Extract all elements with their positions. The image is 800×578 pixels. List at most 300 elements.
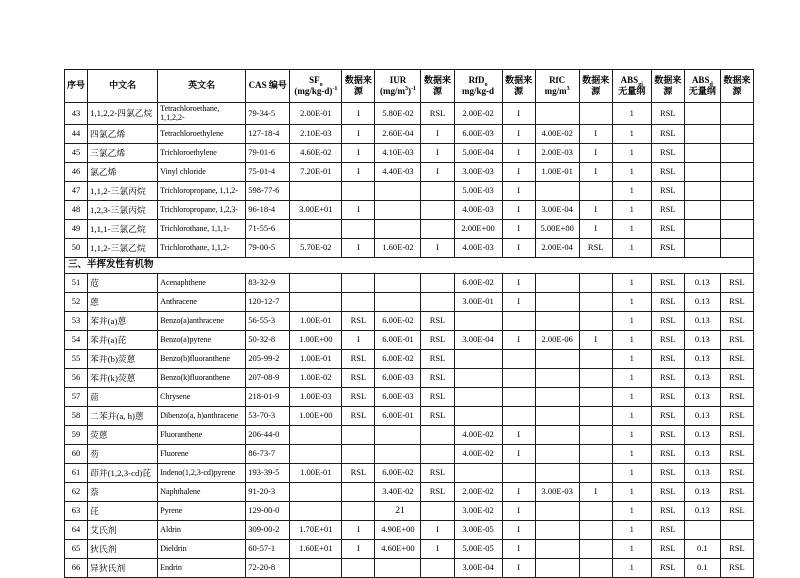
table-cell-rfc-source: I <box>579 219 612 238</box>
table-cell-seq: 54 <box>65 330 88 349</box>
table-cell-rfc-source: RSL <box>579 238 612 257</box>
table-cell-en-name: Endrin <box>158 558 246 577</box>
table-row <box>65 181 754 200</box>
table-row <box>65 368 754 387</box>
table-cell-abs-gi-source: RSL <box>651 539 684 558</box>
table-cell-cas-no: 72-20-8 <box>246 558 290 577</box>
table-cell-en-name: Benzo(a)pyrene <box>158 330 246 349</box>
column-header-abs-d-source: 数据来 源 <box>720 70 753 103</box>
table-cell-en-name: Indeno(1,2,3-cd)pyrene <box>158 463 246 482</box>
table-cell-rfc <box>535 425 579 444</box>
table-cell-cas-no: 50-32-8 <box>246 330 290 349</box>
table-cell-iur-source: I <box>421 124 454 143</box>
table-cell-cas-no: 309-00-2 <box>246 520 290 539</box>
table-cell-rfd-oral: 5.00E-03 <box>454 181 502 200</box>
table-cell-iur: 6.00E-03 <box>375 368 421 387</box>
table-cell-rfd-source: I <box>502 425 535 444</box>
table-cell-seq: 48 <box>65 200 88 219</box>
table-cell-cn-name: 苯并(a)蒽 <box>88 311 158 330</box>
table-cell-abs-d: 0.13 <box>684 273 720 292</box>
section-heading: 三、半挥发性有机物 <box>65 257 754 273</box>
table-cell-rfc <box>535 463 579 482</box>
table-cell-seq: 47 <box>65 181 88 200</box>
table-cell-rfc-source <box>579 292 612 311</box>
table-cell-rfd-source: I <box>502 200 535 219</box>
table-cell-seq: 53 <box>65 311 88 330</box>
table-cell-seq: 64 <box>65 520 88 539</box>
table-cell-cn-name: 芴 <box>88 444 158 463</box>
table-cell-abs-d-source: RSL <box>720 292 753 311</box>
table-cell-rfc: 3.00E-04 <box>535 200 579 219</box>
table-cell-abs-d: 0.13 <box>684 368 720 387</box>
table-cell-seq: 46 <box>65 162 88 181</box>
table-cell-cn-name: 1,1,2,2-四氯乙烷 <box>88 103 158 125</box>
table-cell-rfd-source: I <box>502 162 535 181</box>
table-cell-en-name: Trichloropropane, 1,2,3- <box>158 200 246 219</box>
table-row <box>65 539 754 558</box>
table-cell-sf-source <box>342 219 375 238</box>
table-cell-rfd-source <box>502 406 535 425</box>
table-cell-abs-gi-source: RSL <box>651 482 684 501</box>
table-cell-abs-gi-source: RSL <box>651 143 684 162</box>
table-cell-iur-source <box>421 200 454 219</box>
table-cell-abs-gi: 1 <box>612 539 651 558</box>
table-cell-rfd-oral <box>454 463 502 482</box>
table-cell-rfc <box>535 368 579 387</box>
table-cell-cas-no: 218-01-9 <box>246 387 290 406</box>
table-cell-abs-gi: 1 <box>612 558 651 577</box>
table-cell-cn-name: 三氯乙烯 <box>88 143 158 162</box>
table-cell-cas-no: 86-73-7 <box>246 444 290 463</box>
table-cell-cn-name: 䓛 <box>88 387 158 406</box>
column-header-rfc-source: 数据来 源 <box>579 70 612 103</box>
table-cell-abs-d: 0.13 <box>684 311 720 330</box>
table-cell-rfd-source <box>502 368 535 387</box>
table-cell-seq: 44 <box>65 124 88 143</box>
table-cell-abs-gi-source: RSL <box>651 124 684 143</box>
table-cell-abs-d-source: RSL <box>720 444 753 463</box>
table-cell-rfc <box>535 444 579 463</box>
table-cell-sf-source <box>342 273 375 292</box>
table-cell-abs-gi-source: RSL <box>651 330 684 349</box>
table-cell-seq: 59 <box>65 425 88 444</box>
table-cell-abs-gi: 1 <box>612 292 651 311</box>
table-cell-abs-gi-source: RSL <box>651 368 684 387</box>
table-cell-abs-d-source: RSL <box>720 311 753 330</box>
table-cell-rfc-source <box>579 520 612 539</box>
table-cell-cas-no: 96-18-4 <box>246 200 290 219</box>
table-row <box>65 406 754 425</box>
table-cell-seq: 55 <box>65 349 88 368</box>
table-cell-seq: 66 <box>65 558 88 577</box>
table-cell-abs-d-source: RSL <box>720 349 753 368</box>
table-cell-abs-gi: 1 <box>612 200 651 219</box>
table-cell-abs-gi-source: RSL <box>651 219 684 238</box>
table-cell-cas-no: 79-34-5 <box>246 103 290 125</box>
table-cell-rfd-source: I <box>502 444 535 463</box>
table-row <box>65 124 754 143</box>
table-cell-sf-oral <box>290 292 342 311</box>
table-cell-rfc <box>535 292 579 311</box>
table-cell-sf-source: I <box>342 520 375 539</box>
table-cell-iur-source <box>421 181 454 200</box>
table-cell-seq: 49 <box>65 219 88 238</box>
table-cell-rfd-oral: 4.00E-02 <box>454 444 502 463</box>
table-cell-abs-gi-source: RSL <box>651 387 684 406</box>
table-cell-sf-source: RSL <box>342 368 375 387</box>
table-cell-cn-name: 狄氏剂 <box>88 539 158 558</box>
table-cell-rfc <box>535 181 579 200</box>
column-header-en-name: 英文名 <box>158 70 246 103</box>
table-cell-en-name: Tetrachloroethane, 1,1,2,2- <box>158 103 246 125</box>
table-cell-cas-no: 206-44-0 <box>246 425 290 444</box>
section-row <box>65 257 754 273</box>
column-header-abs-gi: $ABS_{gi}$ 无量纲 <box>612 70 651 103</box>
table-cell-rfd-source: I <box>502 292 535 311</box>
table-cell-iur: 4.90E+00 <box>375 520 421 539</box>
table-cell-rfd-source <box>502 387 535 406</box>
table-cell-cas-no: 75-01-4 <box>246 162 290 181</box>
page-number: 21 <box>395 506 405 516</box>
table-cell-abs-gi-source: RSL <box>651 292 684 311</box>
table-row <box>65 444 754 463</box>
table-row <box>65 162 754 181</box>
table-cell-abs-d-source: RSL <box>720 368 753 387</box>
table-cell-en-name: Trichlorothane, 1,1,2- <box>158 238 246 257</box>
table-cell-abs-d-source <box>720 520 753 539</box>
table-cell-abs-gi: 1 <box>612 124 651 143</box>
table-row <box>65 520 754 539</box>
table-cell-iur <box>375 558 421 577</box>
table-cell-rfc <box>535 539 579 558</box>
table-cell-sf-oral: 7.20E-01 <box>290 162 342 181</box>
table-cell-cn-name: 芘 <box>88 501 158 520</box>
table-cell-rfc-source <box>579 463 612 482</box>
table-cell-sf-oral <box>290 444 342 463</box>
table-cell-abs-gi: 1 <box>612 238 651 257</box>
table-cell-abs-d-source <box>720 219 753 238</box>
table-cell-rfd-source <box>502 311 535 330</box>
table-cell-abs-d-source: RSL <box>720 463 753 482</box>
table-cell-cas-no: 91-20-3 <box>246 482 290 501</box>
table-cell-sf-oral: 1.60E+01 <box>290 539 342 558</box>
table-cell-cas-no: 71-55-6 <box>246 219 290 238</box>
table-cell-sf-oral: 1.70E+01 <box>290 520 342 539</box>
table-cell-rfd-source: I <box>502 539 535 558</box>
table-cell-sf-source: RSL <box>342 349 375 368</box>
table-cell-abs-gi: 1 <box>612 143 651 162</box>
table-cell-cn-name: 1,1,2-三氯丙烷 <box>88 181 158 200</box>
table-cell-sf-source: I <box>342 143 375 162</box>
table-cell-sf-oral <box>290 181 342 200</box>
table-cell-iur-source: RSL <box>421 406 454 425</box>
table-cell-iur-source <box>421 219 454 238</box>
table-cell-iur-source: RSL <box>421 311 454 330</box>
table-cell-rfd-oral: 3.00E-03 <box>454 162 502 181</box>
table-cell-abs-d: 0.13 <box>684 292 720 311</box>
table-cell-iur-source: I <box>421 143 454 162</box>
table-cell-abs-d: 0.13 <box>684 463 720 482</box>
table-cell-sf-oral <box>290 273 342 292</box>
table-cell-rfd-oral: 5.00E-05 <box>454 539 502 558</box>
table-cell-cn-name: 氯乙烯 <box>88 162 158 181</box>
table-cell-sf-source: I <box>342 238 375 257</box>
column-header-cn-name: 中文名 <box>88 70 158 103</box>
table-cell-en-name: Pyrene <box>158 501 246 520</box>
toxicity-parameters-table <box>64 69 754 578</box>
table-cell-cas-no: 60-57-1 <box>246 539 290 558</box>
table-cell-sf-source <box>342 292 375 311</box>
table-cell-rfd-source: I <box>502 181 535 200</box>
table-cell-rfc: 2.00E-06 <box>535 330 579 349</box>
table-cell-abs-d: 0.13 <box>684 444 720 463</box>
table-cell-abs-gi-source: RSL <box>651 463 684 482</box>
table-cell-abs-d-source <box>720 181 753 200</box>
table-cell-iur <box>375 181 421 200</box>
table-cell-abs-gi: 1 <box>612 520 651 539</box>
table-cell-iur-source <box>421 425 454 444</box>
table-cell-cn-name: 四氯乙烯 <box>88 124 158 143</box>
table-cell-abs-d: 0.13 <box>684 349 720 368</box>
table-cell-abs-d: 0.1 <box>684 558 720 577</box>
table-cell-seq: 50 <box>65 238 88 257</box>
table-cell-cn-name: 苊 <box>88 273 158 292</box>
table-cell-iur-source: RSL <box>421 368 454 387</box>
table-cell-rfc-source <box>579 273 612 292</box>
table-cell-rfd-oral: 3.00E-04 <box>454 558 502 577</box>
table-cell-rfd-source: I <box>502 482 535 501</box>
table-cell-sf-oral: 5.70E-02 <box>290 238 342 257</box>
table-cell-sf-oral: 1.00E-01 <box>290 311 342 330</box>
table-cell-sf-source: RSL <box>342 387 375 406</box>
table-cell-iur-source <box>421 444 454 463</box>
table-cell-rfc: 4.00E-02 <box>535 124 579 143</box>
table-cell-sf-oral: 1.00E-01 <box>290 349 342 368</box>
table-cell-abs-d <box>684 162 720 181</box>
table-cell-rfc: 1.00E-01 <box>535 162 579 181</box>
table-cell-rfc-source <box>579 103 612 125</box>
table-cell-en-name: Tetrachloroethylene <box>158 124 246 143</box>
table-cell-abs-gi: 1 <box>612 482 651 501</box>
table-cell-iur: 6.00E-01 <box>375 330 421 349</box>
table-cell-abs-d <box>684 143 720 162</box>
table-cell-abs-d-source: RSL <box>720 273 753 292</box>
table-cell-rfd-oral: 2.00E-02 <box>454 103 502 125</box>
table-cell-rfd-oral <box>454 368 502 387</box>
table-cell-cn-name: 异狄氏剂 <box>88 558 158 577</box>
table-cell-abs-d <box>684 124 720 143</box>
table-cell-abs-gi: 1 <box>612 330 651 349</box>
table-cell-abs-gi-source: RSL <box>651 425 684 444</box>
table-cell-en-name: Chrysene <box>158 387 246 406</box>
table-cell-iur-source: RSL <box>421 387 454 406</box>
table-cell-seq: 45 <box>65 143 88 162</box>
table-cell-rfc-source <box>579 181 612 200</box>
table-cell-abs-gi-source: RSL <box>651 406 684 425</box>
table-cell-rfc <box>535 406 579 425</box>
table-cell-en-name: Fluorene <box>158 444 246 463</box>
table-cell-cas-no: 129-00-0 <box>246 501 290 520</box>
table-cell-rfc-source <box>579 444 612 463</box>
table-cell-cn-name: 萘 <box>88 482 158 501</box>
table-cell-cas-no: 205-99-2 <box>246 349 290 368</box>
table-cell-sf-oral: 1.00E+00 <box>290 406 342 425</box>
table-cell-iur-source: RSL <box>421 482 454 501</box>
table-cell-rfd-source: I <box>502 558 535 577</box>
table-cell-abs-d <box>684 238 720 257</box>
table-row <box>65 558 754 577</box>
table-cell-iur: 6.00E-02 <box>375 463 421 482</box>
table-cell-abs-d-source: RSL <box>720 387 753 406</box>
table-cell-abs-gi: 1 <box>612 387 651 406</box>
table-cell-iur: 6.00E-03 <box>375 387 421 406</box>
table-cell-rfd-source: I <box>502 143 535 162</box>
table-cell-rfd-oral: 4.00E-02 <box>454 425 502 444</box>
table-cell-abs-gi-source: RSL <box>651 162 684 181</box>
table-cell-rfd-oral: 6.00E-03 <box>454 124 502 143</box>
table-cell-iur-source: I <box>421 520 454 539</box>
table-cell-sf-source <box>342 444 375 463</box>
table-cell-rfc <box>535 103 579 125</box>
table-cell-rfc-source <box>579 311 612 330</box>
table-row <box>65 425 754 444</box>
table-cell-abs-d <box>684 103 720 125</box>
table-cell-cn-name: 茚并(1,2,3-cd)芘 <box>88 463 158 482</box>
table-row <box>65 143 754 162</box>
table-cell-abs-gi: 1 <box>612 311 651 330</box>
table-cell-rfc <box>535 273 579 292</box>
table-cell-abs-d-source: RSL <box>720 425 753 444</box>
table-cell-en-name: Benzo(b)fluoranthene <box>158 349 246 368</box>
table-cell-sf-oral: 3.00E+01 <box>290 200 342 219</box>
table-cell-abs-gi: 1 <box>612 501 651 520</box>
table-cell-rfc-source: I <box>579 482 612 501</box>
table-cell-abs-gi: 1 <box>612 368 651 387</box>
column-header-rfd-oral: RfD$_o$ mg/kg-d <box>454 70 502 103</box>
table-cell-cn-name: 荧蒽 <box>88 425 158 444</box>
table-cell-rfd-oral: 3.00E-02 <box>454 501 502 520</box>
table-cell-sf-source <box>342 425 375 444</box>
table-cell-sf-source: I <box>342 539 375 558</box>
table-cell-rfc: 5.00E+00 <box>535 219 579 238</box>
table-cell-iur: 2.60E-04 <box>375 124 421 143</box>
table-cell-rfd-oral: 3.00E-01 <box>454 292 502 311</box>
table-cell-sf-source <box>342 181 375 200</box>
table-cell-rfc-source: I <box>579 162 612 181</box>
table-container <box>64 69 756 578</box>
table-cell-rfd-oral <box>454 406 502 425</box>
table-cell-cas-no: 207-08-9 <box>246 368 290 387</box>
table-cell-cn-name: 1,2,3-三氯丙烷 <box>88 200 158 219</box>
table-cell-rfc-source: I <box>579 143 612 162</box>
table-cell-en-name: Dibenzo(a, h)anthracene <box>158 406 246 425</box>
table-cell-rfd-oral: 5.00E-04 <box>454 143 502 162</box>
column-header-iur: IUR $(mg/m^3)^{-1}$ <box>375 70 421 103</box>
table-cell-abs-d-source <box>720 162 753 181</box>
table-cell-rfc-source <box>579 368 612 387</box>
table-cell-sf-source: RSL <box>342 463 375 482</box>
table-cell-abs-gi: 1 <box>612 273 651 292</box>
table-cell-abs-gi: 1 <box>612 406 651 425</box>
table-header-row <box>65 70 754 103</box>
table-cell-rfd-source: I <box>502 124 535 143</box>
table-cell-rfd-source: I <box>502 501 535 520</box>
table-cell-sf-source: I <box>342 124 375 143</box>
table-cell-abs-d <box>684 181 720 200</box>
table-cell-en-name: Dieldrin <box>158 539 246 558</box>
table-cell-en-name: Naphthalene <box>158 482 246 501</box>
column-header-iur-source: 数据来 源 <box>421 70 454 103</box>
table-cell-iur-source: I <box>421 162 454 181</box>
table-cell-sf-source: RSL <box>342 406 375 425</box>
table-cell-rfd-oral: 2.00E-02 <box>454 482 502 501</box>
table-cell-abs-d-source <box>720 103 753 125</box>
table-cell-abs-gi-source: RSL <box>651 444 684 463</box>
table-cell-abs-gi: 1 <box>612 103 651 125</box>
table-cell-rfd-source <box>502 463 535 482</box>
table-cell-iur-source: RSL <box>421 463 454 482</box>
table-cell-iur: 1.60E-02 <box>375 238 421 257</box>
table-cell-rfc-source <box>579 425 612 444</box>
table-cell-cn-name: 1,1,2-三氯乙烷 <box>88 238 158 257</box>
table-cell-abs-gi: 1 <box>612 219 651 238</box>
table-cell-abs-gi-source: RSL <box>651 238 684 257</box>
table-cell-seq: 56 <box>65 368 88 387</box>
table-cell-rfc <box>535 311 579 330</box>
table-cell-iur: 6.00E-02 <box>375 311 421 330</box>
table-cell-iur: 3.40E-02 <box>375 482 421 501</box>
table-cell-seq: 60 <box>65 444 88 463</box>
table-cell-iur <box>375 273 421 292</box>
table-cell-rfc-source <box>579 349 612 368</box>
table-cell-abs-gi-source: RSL <box>651 181 684 200</box>
table-cell-rfd-oral: 4.00E-03 <box>454 238 502 257</box>
table-cell-abs-d: 0.13 <box>684 330 720 349</box>
table-cell-iur-source: RSL <box>421 349 454 368</box>
table-cell-abs-gi: 1 <box>612 444 651 463</box>
table-cell-seq: 57 <box>65 387 88 406</box>
table-cell-iur-source <box>421 558 454 577</box>
table-cell-iur <box>375 219 421 238</box>
table-cell-iur: 4.60E+00 <box>375 539 421 558</box>
table-cell-abs-gi-source: RSL <box>651 349 684 368</box>
table-cell-cas-no: 79-01-6 <box>246 143 290 162</box>
table-cell-iur <box>375 444 421 463</box>
table-cell-rfc <box>535 558 579 577</box>
table-cell-cas-no: 83-32-9 <box>246 273 290 292</box>
table-row <box>65 103 754 125</box>
table-cell-cn-name: 艾氏剂 <box>88 520 158 539</box>
table-cell-rfd-source: I <box>502 520 535 539</box>
table-cell-en-name: Vinyl chloride <box>158 162 246 181</box>
table-cell-iur-source: I <box>421 539 454 558</box>
table-cell-sf-oral <box>290 219 342 238</box>
table-cell-seq: 63 <box>65 501 88 520</box>
table-cell-rfc: 2.00E-04 <box>535 238 579 257</box>
table-cell-abs-gi: 1 <box>612 181 651 200</box>
table-cell-seq: 51 <box>65 273 88 292</box>
column-header-abs-d: $ABS_d$ 无量纲 <box>684 70 720 103</box>
table-cell-en-name: Benzo(a)anthracene <box>158 311 246 330</box>
table-cell-abs-d-source: RSL <box>720 406 753 425</box>
table-cell-sf-oral: 2.10E-03 <box>290 124 342 143</box>
table-cell-abs-gi-source: RSL <box>651 558 684 577</box>
table-cell-abs-gi-source: RSL <box>651 273 684 292</box>
column-header-abs-gi-source: 数据来 源 <box>651 70 684 103</box>
table-cell-sf-source: I <box>342 103 375 125</box>
table-cell-abs-d-source: RSL <box>720 482 753 501</box>
column-header-sf-source: 数据来 源 <box>342 70 375 103</box>
